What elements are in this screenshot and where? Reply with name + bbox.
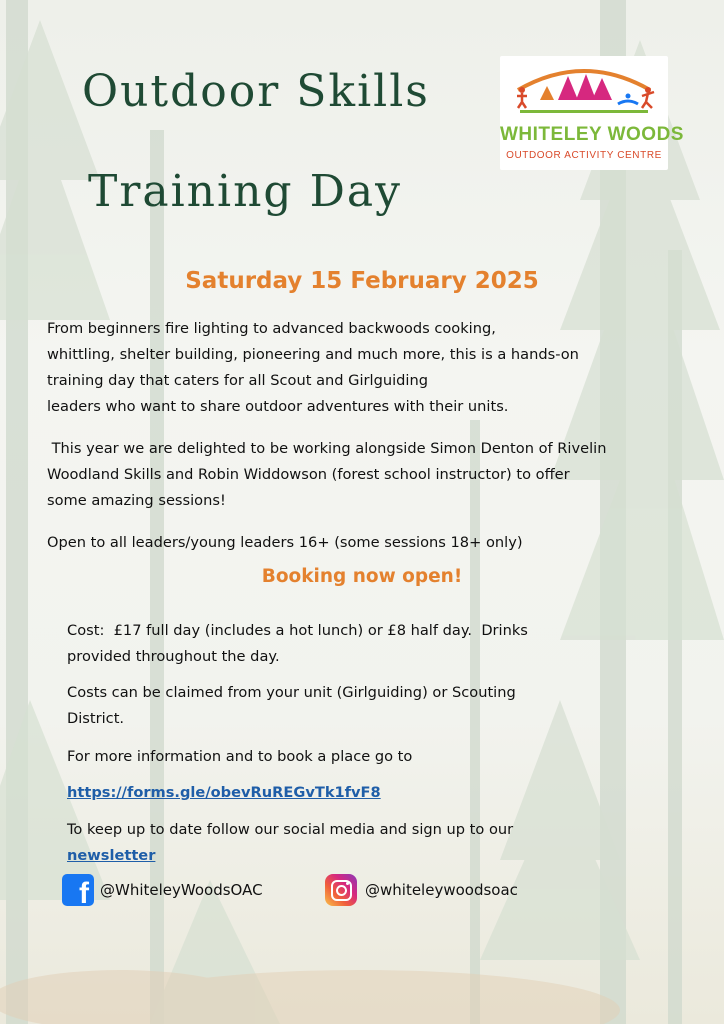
event-date: Saturday 15 February 2025 [185, 268, 539, 294]
facebook-icon: f [62, 874, 94, 906]
page-title-line-2: Training Day [88, 166, 402, 217]
eligibility-text: Open to all leaders/young leaders 16+ (some sessions 18+ only) [47, 534, 523, 551]
eligibility-paragraph [47, 530, 687, 556]
partners-paragraph [47, 436, 687, 514]
whiteley-woods-logo [500, 56, 684, 170]
instagram-icon [325, 874, 357, 906]
partners-line: Woodland Skills and Robin Widdowson (forest school instructor) to offer [47, 466, 570, 483]
facebook-link[interactable] [62, 873, 263, 910]
cost-paragraph [67, 618, 687, 670]
cost-line: Cost: £17 full day (includes a hot lunch) or £8 half day. Drinks [67, 622, 528, 639]
social-text: To keep up to date follow our social media and sign up to our [67, 821, 514, 838]
instagram-handle: @whiteleywoodsoac [365, 881, 518, 899]
logo-subtitle: OUTDOOR ACTIVITY CENTRE [506, 150, 662, 161]
social-paragraph [67, 817, 687, 869]
booking-link-row [67, 780, 687, 806]
more-info-paragraph [67, 744, 687, 770]
intro-line: training day that caters for all Scout and Girlguiding [47, 372, 428, 389]
booking-link[interactable]: https://forms.gle/obevRuREGvTk1fvF8 [67, 784, 381, 801]
page-title-line-1: Outdoor Skills [82, 66, 430, 117]
claims-line: District. [67, 710, 125, 727]
booking-heading: Booking now open! [261, 566, 463, 587]
facebook-handle: @WhiteleyWoodsOAC [100, 881, 263, 899]
partners-line: some amazing sessions! [47, 492, 226, 509]
instagram-link[interactable] [325, 873, 518, 907]
intro-line: From beginners fire lighting to advanced backwoods cooking, [47, 320, 496, 337]
logo-name: WHITELEY WOODS [500, 124, 684, 145]
newsletter-link[interactable]: newsletter [67, 847, 156, 864]
intro-line: leaders who want to share outdoor adventures with their units. [47, 398, 509, 415]
claims-paragraph [67, 680, 687, 732]
partners-line: This year we are delighted to be working alongside Simon Denton of Rivelin [47, 440, 607, 457]
intro-line: whittling, shelter building, pioneering and much more, this is a hands-on [47, 346, 579, 363]
cost-line: provided throughout the day. [67, 648, 280, 665]
more-info-text: For more information and to book a place go to [67, 748, 413, 765]
logo-emblem-icon [500, 56, 668, 126]
intro-paragraph [47, 316, 687, 420]
claims-line: Costs can be claimed from your unit (Girlguiding) or Scouting [67, 684, 516, 701]
